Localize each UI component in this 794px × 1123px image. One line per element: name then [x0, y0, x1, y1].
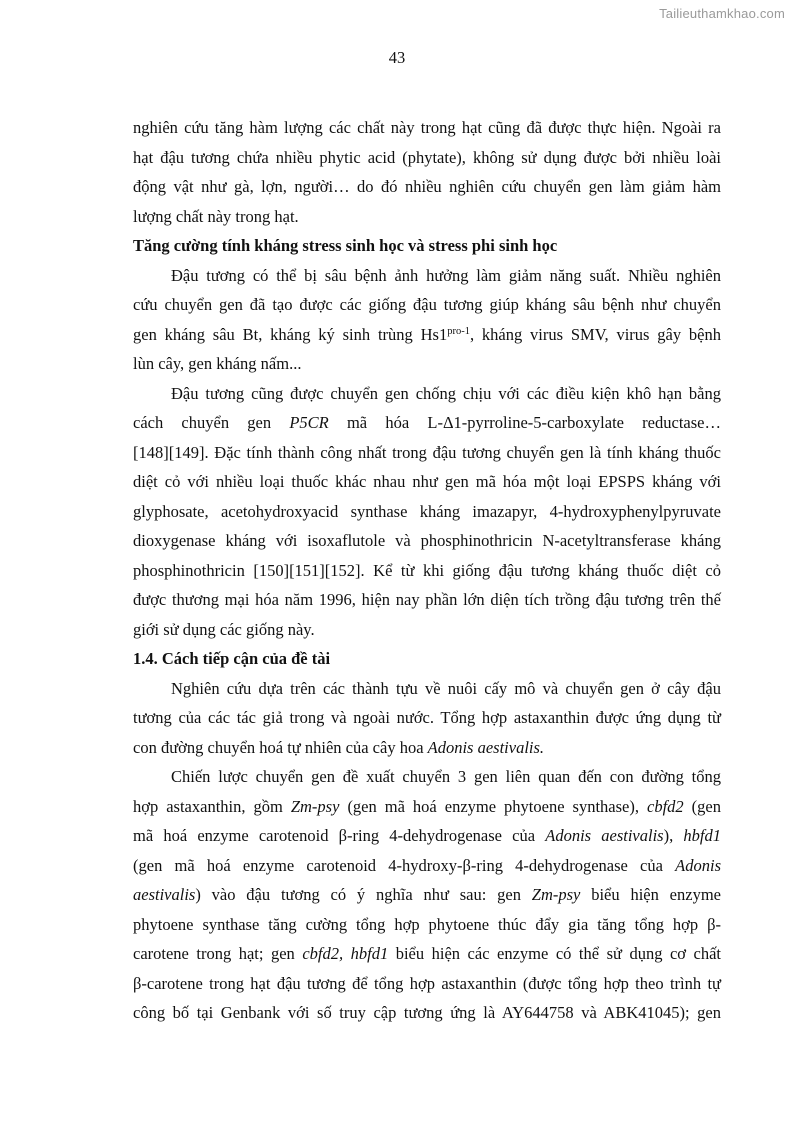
text-line	[133, 172, 721, 202]
text-run: , kháng virus SMV, virus gây bệnh	[469, 324, 722, 344]
text-run: mã hoá enzyme carotenoid β-ring 4-dehydrogenase của	[133, 826, 546, 845]
text-run: cách chuyển gen	[133, 413, 290, 432]
text-run: Chiến lược chuyển gen đề xuất chuyển 3 gen liên quan đến con đường tổng	[171, 767, 721, 786]
text-line	[133, 438, 721, 468]
text-line	[133, 556, 721, 586]
text-run: Nghiên cứu dựa trên các thành tựu về nuôi cấy mô và chuyển gen ở cây đậu	[171, 678, 721, 698]
text-run: 1.4. Cách tiếp cận của đề tài	[133, 649, 331, 668]
text-run: lượng chất này trong hạt.	[133, 206, 299, 226]
paragraph	[133, 674, 721, 763]
text-line	[133, 349, 721, 379]
section-heading	[133, 644, 721, 674]
text-line	[133, 998, 721, 1028]
text-line	[133, 851, 721, 881]
text-run: glyphosate, acetohydroxyacid synthase kháng imazapyr, 4-hydroxyphenylpyruvate	[133, 501, 721, 521]
text-line	[133, 939, 721, 969]
italic-text: cbfd2	[647, 796, 684, 816]
text-line	[133, 644, 721, 674]
text-run: nghiên cứu tăng hàm lượng các chất này trong hạt cũng đã được thực hiện. Ngoài ra	[133, 118, 721, 137]
section-heading	[133, 231, 721, 261]
watermark: Tailieuthamkhao.com	[659, 6, 785, 21]
text-run: mã hóa L-Δ1-pyrroline-5-carboxylate reductase…	[328, 413, 721, 432]
italic-text: Adonis	[675, 855, 721, 875]
text-run: biểu hiện các enzyme có thể sử dụng cơ chất	[388, 944, 722, 963]
text-line	[133, 880, 721, 910]
italic-text: Zm-psy	[531, 885, 581, 904]
text-line	[133, 379, 721, 409]
text-line	[133, 143, 721, 173]
text-run: cứu chuyển gen đã tạo được các giống đậu tương giúp kháng sâu bệnh như chuyển	[133, 295, 721, 314]
text-line	[133, 910, 721, 940]
superscript-text: pro-1	[447, 325, 470, 337]
text-line	[133, 969, 721, 999]
text-run: Tăng cường tính kháng stress sinh học và stress phi sinh học	[133, 236, 558, 255]
text-line	[133, 202, 721, 232]
text-line	[133, 497, 721, 527]
paragraph	[133, 113, 721, 231]
paragraph	[133, 379, 721, 645]
text-run: biểu hiện enzyme	[580, 885, 721, 904]
text-line	[133, 320, 721, 350]
text-line	[133, 733, 721, 763]
text-run: động vật như gà, lợn, người… do đó nhiều nghiên cứu chuyển gen làm giảm hàm	[133, 177, 721, 196]
text-run: β-carotene trong hạt đậu tương để tổng hợp astaxanthin (được tổng hợp theo trình tự	[133, 973, 721, 993]
text-run: dioxygenase kháng với isoxaflutole và phosphinothricin N-acetyltransferase kháng	[133, 531, 721, 550]
italic-text: P5CR	[289, 413, 329, 432]
text-run: [148][149]. Đặc tính thành công nhất trong đậu tương chuyển gen là tính kháng thuốc	[133, 442, 721, 462]
page-number: 43	[388, 48, 406, 67]
text-line	[133, 674, 721, 704]
text-line	[133, 231, 721, 261]
text-line	[133, 615, 721, 645]
text-line	[133, 762, 721, 792]
text-run: tương của các tác giả trong và ngoài nước. Tổng hợp astaxanthin được ứng dụng từ	[133, 708, 721, 727]
italic-text: Zm-psy	[290, 796, 340, 816]
text-run: lùn cây, gen kháng nấm...	[133, 354, 302, 373]
text-run: ),	[663, 826, 684, 845]
text-line	[133, 290, 721, 320]
text-run: (gen mã hoá enzyme phytoene synthase),	[339, 796, 647, 816]
text-line	[133, 821, 721, 851]
text-run: hợp astaxanthin, gồm	[133, 796, 291, 816]
text-run: (gen mã hoá enzyme carotenoid 4-hydroxy-β-ring 4-dehydrogenase của	[133, 855, 676, 875]
text-run: giới sử dụng các giống này.	[133, 619, 315, 639]
text-line	[133, 585, 721, 615]
text-run: carotene trong hạt; gen	[133, 944, 303, 963]
italic-text: Adonis aestivalis.	[427, 737, 545, 757]
text-line	[133, 113, 721, 143]
text-line	[133, 526, 721, 556]
text-run: Đậu tương cũng được chuyển gen chống chịu với các điều kiện khô hạn bằng	[171, 383, 721, 403]
document-body	[133, 113, 721, 1028]
text-run: (gen	[683, 796, 721, 816]
text-line	[133, 703, 721, 733]
text-run: phosphinothricin [150][151][152]. Kể từ khi giống đậu tương kháng thuốc diệt cỏ	[133, 560, 721, 580]
text-run: con đường chuyển hoá tự nhiên của cây hoa	[133, 737, 428, 757]
text-run: diệt cỏ với nhiều loại thuốc khác nhau như gen mã hóa một loại EPSPS kháng với	[133, 472, 721, 491]
text-run: Đậu tương có thể bị sâu bệnh ảnh hưởng làm giảm năng suất. Nhiều nghiên	[171, 265, 721, 285]
italic-text: hbfd1	[683, 826, 721, 845]
text-run: được thương mại hóa năm 1996, hiện nay phần lớn diện tích trồng đậu tương trên thế	[133, 590, 721, 609]
text-line	[133, 467, 721, 497]
text-line	[133, 261, 721, 291]
italic-text: aestivalis	[133, 885, 196, 904]
text-line	[133, 408, 721, 438]
text-line	[133, 792, 721, 822]
text-run: công bố tại Genbank với số truy cập tương ứng là AY644758 và ABK41045); gen	[133, 1003, 721, 1022]
text-run: ) vào đậu tương có ý nghĩa như sau: gen	[195, 885, 532, 904]
paragraph	[133, 261, 721, 379]
paragraph	[133, 762, 721, 1028]
text-run: hạt đậu tương chứa nhiều phytic acid (phytate), không sử dụng được bởi nhiều loài	[133, 147, 721, 167]
italic-text: cbfd2, hbfd1	[302, 944, 389, 963]
italic-text: Adonis aestivalis	[545, 826, 664, 845]
text-run: phytoene synthase tăng cường tổng hợp phytoene thúc đẩy gia tăng tổng hợp β-	[133, 914, 721, 934]
text-run: gen kháng sâu Bt, kháng ký sinh trùng Hs1	[133, 324, 448, 344]
